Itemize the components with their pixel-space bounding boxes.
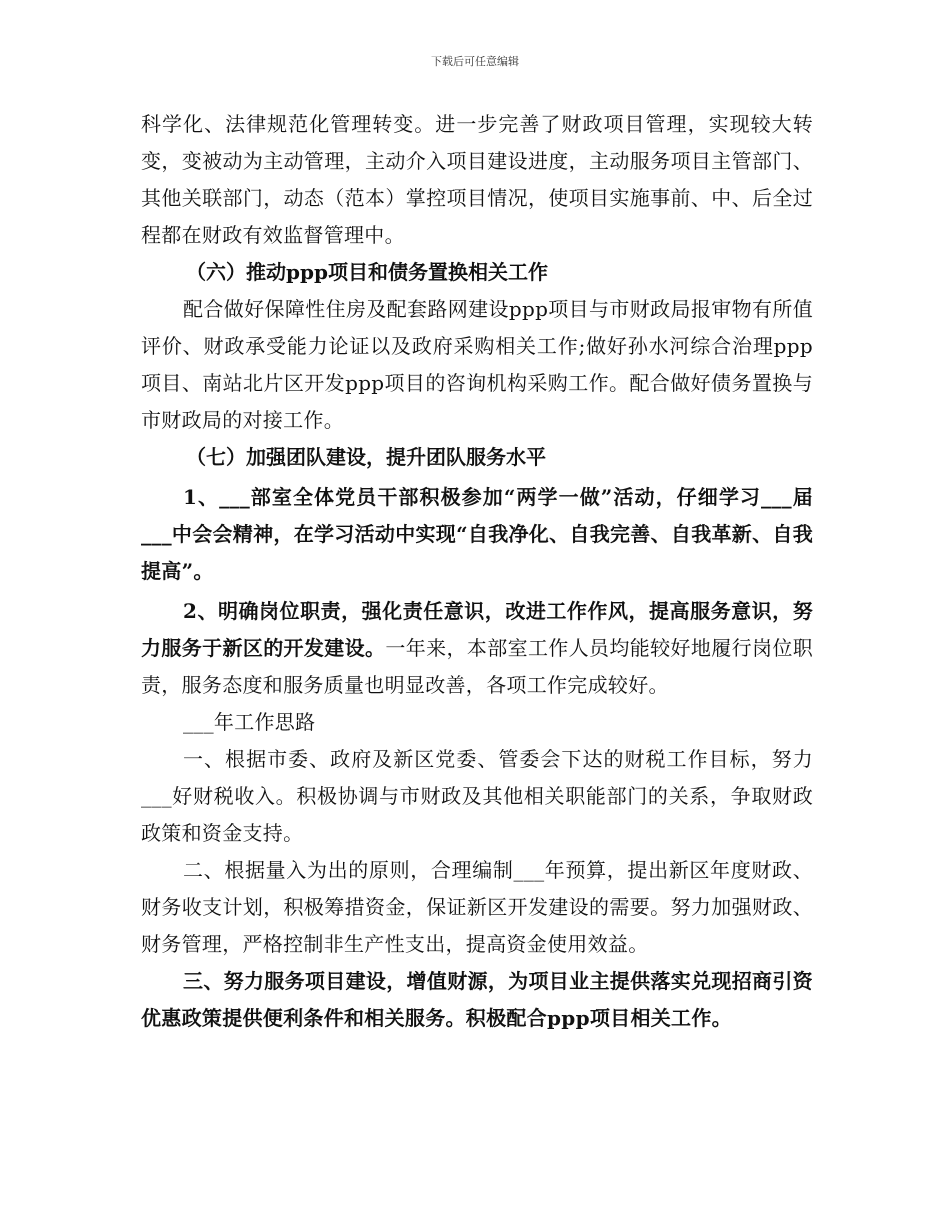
plan-item-3-bold: 三、努力服务项目建设，增值财源，为项目业主提供落实兑现招商引资优惠政策提供便利条件和相关服务。积极配合ppp项目相关工作。 — [141, 969, 813, 1030]
item-2-bold-part: 2、明确岗位职责，强化责任意识，改进工作作风，提高服务意识，努力服务于新区的开发建设。 — [141, 599, 813, 660]
section-heading-6: （六）推动ppp项目和债务置换相关工作 — [186, 260, 548, 284]
plan-item-2: 二、根据量入为出的原则，合理编制___年预算，提出新区年度财政、财务收支计划，积极筹措资金，保证新区开发建设的需要。努力加强财政、财务管理，严格控制非生产性支出，提高资金使用效益。 — [141, 858, 813, 956]
paragraph-2: 配合做好保障性住房及配套路网建设ppp项目与市财政局报审物有所值评价、财政承受能力论证以及政府采购相关工作;做好孙水河综合治理ppp项目、南站北片区开发ppp项目的咨询机构采购工作。配合做好债务置换与市财政局的对接工作。 — [141, 297, 813, 432]
item-2 — [141, 593, 813, 704]
document-body — [141, 106, 813, 1037]
page-header: 下载后可任意编辑 — [431, 55, 519, 68]
paragraph-1: 科学化、法律规范化管理转变。进一步完善了财政项目管理，实现较大转变，变被动为主动管理，主动介入项目建设进度，主动服务项目主管部门、其他关联部门，动态（范本）掌控项目情况，使项目实施事前、中、后全过程都在财政有效监督管理中。 — [141, 112, 813, 247]
section-heading-7: （七）加强团队建设，提升团队服务水平 — [186, 445, 546, 469]
item-2-normal-part: 一年来，本部室工作人员均能较好地履行岗位职责，服务态度和服务质量也明显改善，各项工作完成较好。 — [141, 636, 813, 697]
item-1-bold: 1、___部室全体党员干部积极参加“两学一做”活动，仔细学习___届___中会会精神，在学习活动中实现“自我净化、自我完善、自我革新、自我提高”。 — [141, 485, 814, 583]
plan-item-1: 一、根据市委、政府及新区党委、管委会下达的财税工作目标，努力___好财税收入。积极协调与市财政及其他相关职能部门的关系，争取财政政策和资金支持。 — [141, 747, 813, 845]
plan-title: ___年工作思路 — [183, 710, 316, 734]
